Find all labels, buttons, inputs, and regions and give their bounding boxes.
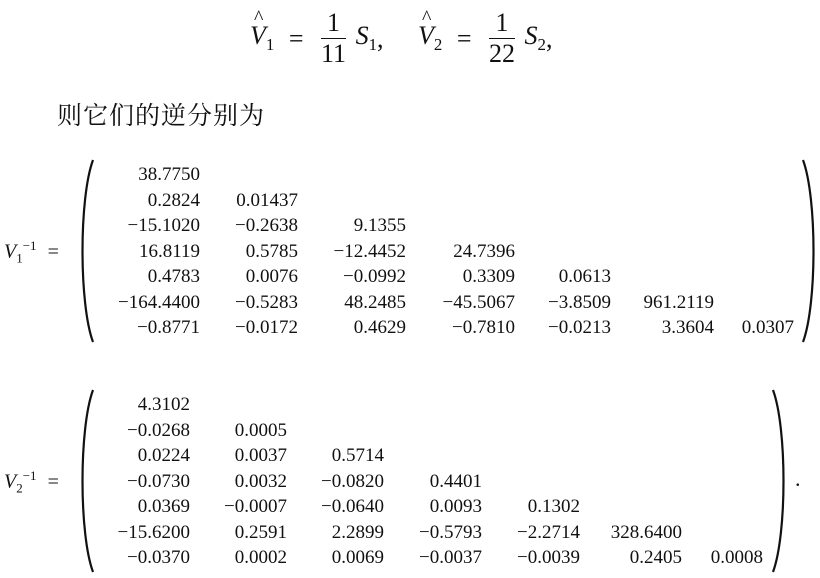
matrix2-cell: 0.1302 xyxy=(527,496,580,517)
matrix1-cell: 3.3604 xyxy=(661,317,714,338)
matrix1-cell: 16.8119 xyxy=(138,240,200,262)
matrix2-cell: −0.0820 xyxy=(321,470,384,492)
matrix1-right-paren xyxy=(800,158,820,344)
matrix2-cell: 328.6400 xyxy=(610,521,682,543)
matrix1-cell: 0.5785 xyxy=(245,240,298,262)
equals-sign: = xyxy=(288,23,304,53)
trailing-period: . xyxy=(795,466,801,491)
s1-symbol: $S_1$ xyxy=(355,21,378,55)
matrix2-lhs: $V_2^{-1}$ = xyxy=(4,468,59,496)
matrix1-cell: −0.5283 xyxy=(235,291,298,313)
comma: , xyxy=(377,23,384,53)
matrix2-cell: 0.2405 xyxy=(629,547,682,568)
matrix2-cell: −2.2714 xyxy=(517,521,580,543)
matrix1-cell: 0.0613 xyxy=(558,266,611,287)
matrix2-cell: −0.0039 xyxy=(517,547,580,568)
matrix2-cell: 0.0002 xyxy=(234,547,287,568)
top-equation xyxy=(250,8,552,78)
matrix1-cell: −164.4400 xyxy=(118,291,200,313)
matrix1-cell: 0.0076 xyxy=(245,266,298,287)
matrix1-cell: −12.4452 xyxy=(333,240,406,262)
matrix1-cell: −0.0213 xyxy=(548,317,611,338)
matrix2-cell: 0.0032 xyxy=(234,470,287,492)
v1-hat-symbol: ^ $V_1$ xyxy=(250,21,274,55)
matrix2-cell: −15.6200 xyxy=(117,521,190,543)
matrix2-cell: −0.0037 xyxy=(419,547,482,568)
matrix1-cell: 961.2119 xyxy=(643,291,714,313)
matrix2-cell: 2.2899 xyxy=(331,521,384,543)
matrix2-cell: −0.0268 xyxy=(127,419,190,441)
matrix1-cell: 38.7750 xyxy=(138,164,200,185)
matrix1-cell: 0.2824 xyxy=(147,189,200,211)
v2-hat-symbol: ^ $V_2$ xyxy=(418,21,442,55)
intro-sentence: 则它们的逆分别为 xyxy=(57,101,266,130)
matrix2-cell: 0.0005 xyxy=(234,419,287,441)
comma: , xyxy=(545,23,553,53)
s2-symbol: $S_2$ xyxy=(524,21,546,55)
matrix2-cell: −0.0640 xyxy=(321,496,384,517)
matrix1-cell: 0.0307 xyxy=(741,317,794,338)
equals-sign: = xyxy=(456,23,472,53)
matrix1-cell: 48.2485 xyxy=(344,291,406,313)
matrix1-cell: −0.8771 xyxy=(137,317,200,338)
matrix2-cell: −0.0007 xyxy=(224,496,287,517)
fraction-1-over-22: $\frac{1}{22}$ xyxy=(489,8,516,68)
matrix1-cell: 0.4783 xyxy=(147,266,200,287)
matrix1-cell: −3.8509 xyxy=(548,291,611,313)
matrix2-cell: 0.4401 xyxy=(429,470,482,492)
matrix2-cell: −0.0370 xyxy=(127,547,190,568)
matrix2-cell: 0.5714 xyxy=(331,445,384,466)
matrix2-cell: 4.3102 xyxy=(137,394,190,415)
matrix2-cell: 0.0224 xyxy=(137,445,190,466)
matrix1-cell: 0.4629 xyxy=(353,317,406,338)
matrix1-cell: 0.3309 xyxy=(462,266,515,287)
matrix1-cell: −0.7810 xyxy=(452,317,515,338)
matrix2-cell: 0.2591 xyxy=(234,521,287,543)
matrix2-cell: 0.0093 xyxy=(429,496,482,517)
matrix2-cell: 0.0369 xyxy=(137,496,190,517)
matrix2-cell: −0.5793 xyxy=(419,521,482,543)
matrix1-cell: 9.1355 xyxy=(353,215,406,236)
matrix1-cell: 24.7396 xyxy=(453,240,515,262)
matrix2-right-paren xyxy=(770,388,790,574)
matrix2-cell: 0.0037 xyxy=(234,445,287,466)
matrix2-cell: −0.0730 xyxy=(127,470,190,492)
matrix1-cell: 0.01437 xyxy=(236,189,298,211)
matrix2-cell: 0.0008 xyxy=(710,547,763,568)
matrix1-cell: −0.0992 xyxy=(343,266,406,287)
matrix1-lhs: $V_1^{-1}$ = xyxy=(4,238,59,266)
matrix1-cell: −45.5067 xyxy=(442,291,515,313)
matrix1-cell: −0.0172 xyxy=(235,317,298,338)
matrix1-cell: −0.2638 xyxy=(235,215,298,236)
matrix1-cell: −15.1020 xyxy=(127,215,200,236)
fraction-1-over-11: $\frac{1}{11}$ xyxy=(321,8,347,68)
matrix2-cell: 0.0069 xyxy=(331,547,384,568)
